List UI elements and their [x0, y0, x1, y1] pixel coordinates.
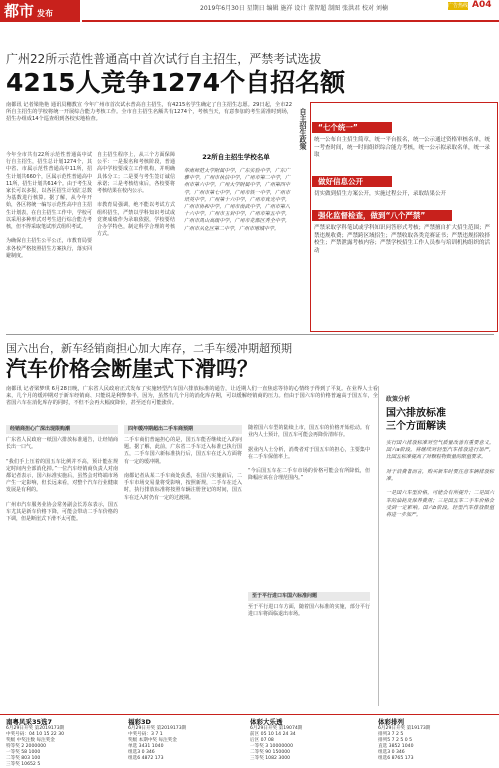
- analysis-head-1: 国六排放标准: [386, 408, 446, 419]
- story1-lead: 南都讯 记者梁艳艳 通讯员穗教宣 今年广州市首次试水普高自主招生，有4215名学生确定了自主招生志愿。29日起，全市22所自主招生的学校将统一开展综合能力考核工作。全市自主招生名额共有1274个，考核当天，有意参加的考生需准时到场，招生办组成14个巡查组到各校实地检查。: [6, 102, 292, 123]
- story1-kicker: 广州22所示范性普通高中首次试行自主招生，严禁考试选拔: [6, 52, 322, 66]
- lottery-3-text: 6月29日开奖 第19074期 前区 05 10 14 24 34 后区 07 08 一等奖 3 10000000 二等奖 90 150000 三等奖 1082 3000: [250, 726, 303, 761]
- story2-col3: 随着国六车型的陆续上市，国五车的价格开始松动。有业内人士预计，国五车可能会再降价清库存。 据业内人士分析，消费者对于国五车的担心，主要集中在二手车保值率上。 “今后国五车在二手车市场的价格可能会有所降低，但降幅应该在合理范围内。”: [248, 425, 370, 482]
- story2-col1-head: 经销商担心广深出现限购潮: [6, 425, 118, 434]
- lottery-2-text: 6月29日开奖 第2019173期 中奖号码：3 7 1 奖级 本期中奖 每注奖金 单选 3431 1040 组选3 0 346 组选6 4872 173: [128, 726, 187, 761]
- story1-col1: 今年全市共有22所示范性普通高中试行自主招生，招生总计划1274个，其中省、市属示范性普通高中11所，招生计划共660个，区属示范性普通高中11所，招生计划共614个。由于考生及家长可以多报，以各区招生计划汇总数为基数进行核算。据了解，从今年开始，各区将统一编写示范性高中自主招生计划表，在自主招生工作中，学校可以采用多种形式对考生进行综合能力考核，但不得采取笔试形式组织考试。 为确保自主招生公平公正，市教育局要求各校严格按照招生方案执行，落实回避制度。: [6, 152, 92, 259]
- lottery-3-title: 体彩大乐透: [250, 718, 283, 726]
- story2-kicker: 国六出台，新车经销商担心加大库存，二手车缓冲期超预期: [6, 342, 292, 355]
- analysis-divider: [378, 386, 379, 706]
- logo-text: 都市: [4, 2, 35, 20]
- school-list-title: 22所自主招生学校名单: [202, 153, 270, 161]
- section-divider: [6, 334, 494, 335]
- footer-rule: [0, 714, 499, 715]
- sidebar-label: 自主招生政策: [299, 108, 307, 150]
- policy-text-2: 切实做到招生方案公开，实施过程公开，录取结果公开: [314, 191, 447, 197]
- story2-col3b: 至于平行进口车方面，随着国六标准的实施，部分平行进口车将面临退出市场。: [248, 604, 370, 618]
- lottery-1-title: 南粤风采35选7: [6, 718, 53, 726]
- lottery-1-text: 6月29日开奖 第2019173期 中奖号码：04 10 15 22 30 奖级 中奖注数 每注奖金 特等奖 2 2000000 一等奖 58 1000 二等奖 803 100 三等奖 10652 5: [6, 726, 65, 767]
- story2-col2-head: 四年缓冲期超出二手车商预期: [124, 425, 242, 434]
- lottery-2-title: 福彩3D: [128, 718, 151, 726]
- policy-text-3: 严禁采取学科笔试或学科知识问答形式考核；严禁擅自扩大招生范围；严禁违规收费；严禁跨区域招生；严禁收取各类竞赛证书；严禁违规招收择校生；严禁泄露考核内容；严禁学校招生工作人员参与培训机构组织的活动: [314, 225, 491, 254]
- ad-tag: 广告热线: [448, 3, 469, 9]
- school-list: 华南师范大学附属中学，广东实验中学，广东广雅中学，广州市执信中学，广州市第二中学，广州市第六中学，广州大学附属中学，广州第四中学，广州市第七中学，广州市铁一中学，广州市培英中学，广州第十六中学，广州市真光中学，广州市协和中学，广州市南武中学，广州市第八十六中学，广州市玉岩中学，广州市第五中学，广州市禺山高级中学，广州市花都区秀全中学，广州市从化区第二中学，广州市增城中学。: [184, 168, 290, 232]
- policy-heading-1: “七个统一”: [312, 122, 392, 133]
- story2-col2: 二手车商们普遍担心的是，国五车能否继续迁入的问题。据了解，此前，广东省二手车迁入标准已执行国五，二手车国六新标准执行后，国五车在迁入方面将有一定的缓冲期。 南都记者从某二手车商处获悉，在国六实施前后，二手车市场交易量将受影响，按照新规，二手车在迁入时，执行排放标准将按照车辆注册登记的时间，国五车在迁入时仍有一定的过渡期。: [124, 437, 242, 501]
- header-rule: [82, 20, 499, 22]
- policy-text-1: 统一公布自主招生简章，统一平台报名，统一公示通过资格审核名单，统一考查时间，统一时间组织综合能力考核，统一公示拟录取名单，统一录取: [314, 137, 491, 158]
- lottery-4-title: 体彩排列: [378, 718, 404, 726]
- page-number: A04: [472, 0, 492, 10]
- story2-col3-head: 至于平行进口车国六标准问题: [248, 592, 370, 601]
- masthead: [0, 0, 499, 22]
- story1-headline: 4215人竞争1274个自招名额: [6, 68, 346, 97]
- analysis-text: 实行国六排放标准对空气质量改善有重要意义。国六a阶段，将继续对轻型汽车排放进行加严，比国五标准提高了对颗粒物数量的限值要求。 对于消费者而言，购买新车时要注意车辆排放标准。 一是国六车型价格，可能会有所提升；二是国六车的油耗及保养费用；三是国五车二手车价格会受到一定影响。国六b阶段，轻型汽车排放限值将进一步加严。: [386, 440, 494, 519]
- policy-heading-2: 做好信息公开: [312, 176, 392, 187]
- lottery-4-text: 6月29日开奖 第19173期 排列3 7 2 5 排列5 7 2 5 0 5 直选 3852 1040 组选3 0 346 组选6 8765 173: [378, 726, 431, 761]
- analysis-label: 政策分析: [386, 396, 411, 403]
- story2-col1: 广东省人民政府一纸国六排放标准通告，让经销商长出一口气。 “我们手上压着的国五车比例并不高，预计能在规定时间内全部消化掉。”一位汽车经销商负责人对南都记者表示，国六标准实施后，虽然会对终端市场产生一定影响，但长远来看，对整个汽车行业健康发展是有利的。 广州市汽车服务业协会常务副会长苏东表示，国五车尤其是新车价格下降，可能会带动二手车价格的下调，但是断崖式下滑不太可能。: [6, 437, 118, 523]
- story2-headline: 汽车价格会断崖式下滑吗？: [6, 357, 258, 381]
- story2-lead: 南都讯 记者梁梦琪 6月28日晚，广东省人民政府正式发布了实施轻型汽车国六排放标准的通告，让近期人们一直焦虑等待的心情终于得到了平复。在业界人士看来，几个月的缓冲期对于新车经销商、只能说是利弊参半，因为，虽然有几个月的消化库存期，可以缓解经销商的压力。但由于国六车的价格普遍高于国五车，全省国六车在消化库存的同时，不但不会再大幅度降价，甚至还有可能涨价。: [6, 386, 378, 407]
- section-logo: [0, 0, 80, 22]
- analysis-head-2: 三个方面解读: [386, 421, 446, 432]
- story1-col2: 自主招生程序上，从三个方面保障公平：一是报名和考核阶段，普通高中学校要成立工作机构，并明确具体分工；二是要与考生签订诚信承诺；三是考核结束后，各校要将考核结果在校内公示。 市教育局强调，绝不能以考试方式组织招生，严禁以学科知识考试或竞赛成绩作为录取依据，学校要结合办学特色，制定科学合理的考核方式。: [97, 152, 175, 238]
- policy-heading-3: 强化监督检查，做到“八个严禁”: [312, 210, 452, 221]
- logo-sub: 发布: [37, 9, 54, 18]
- issue-info: 2019年6月30日 星期日 编辑 施祥 设计 董智超 制图 张洪君 校对 刘楠: [200, 5, 388, 12]
